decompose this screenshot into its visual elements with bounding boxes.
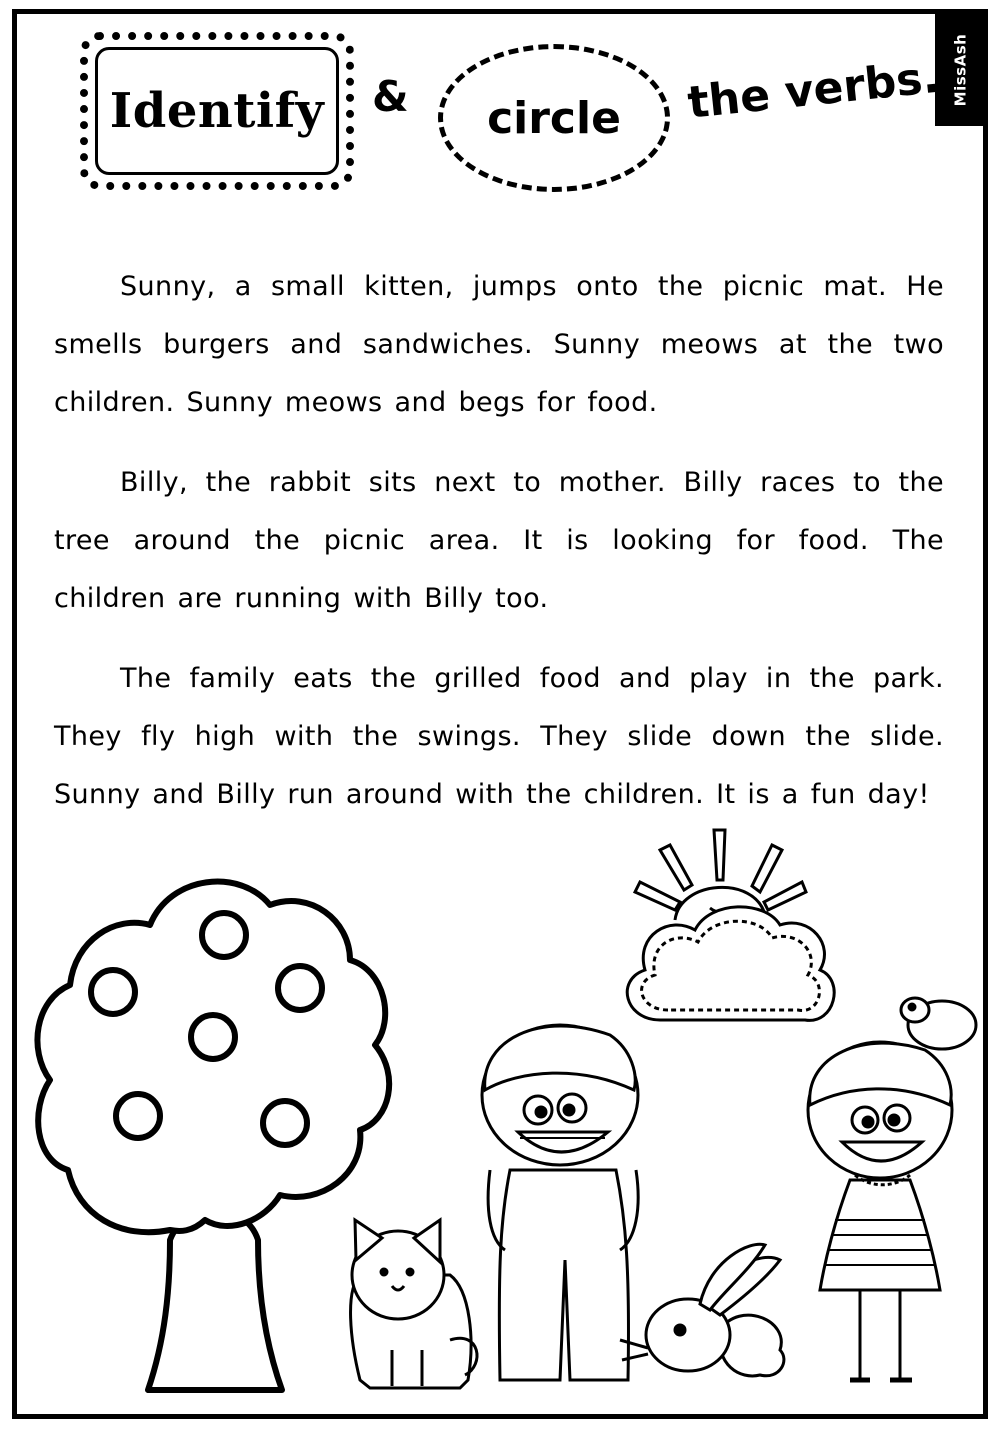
story-text [54, 258, 944, 846]
title-circle: circle [487, 92, 621, 144]
girl-icon [808, 1042, 952, 1380]
bird-icon [901, 998, 976, 1049]
title-the-verbs: the verbs. [685, 51, 942, 129]
circle-oval [438, 44, 670, 192]
kitten-icon [351, 1220, 477, 1388]
story-paragraph-1: Sunny, a small kitten, jumps onto the picnic mat. He smells burgers and sandwiches. Sunny meows at the two children. Sunny meows and begs for food. [54, 271, 944, 418]
story-paragraph-3: The family eats the grilled food and play in the park. They fly high with the swings. They slide down the slide. Sunny and Billy run around with the children. It is a fun day! [54, 663, 944, 810]
title-ampersand: & [372, 72, 409, 121]
brand-tab [935, 14, 985, 126]
title-identify: Identify [109, 83, 325, 139]
brand-label: MissAsh [951, 33, 970, 107]
identify-frame [80, 32, 354, 190]
boy-icon [482, 1025, 638, 1380]
picnic-illustration [20, 820, 980, 1410]
sun-icon [635, 830, 806, 920]
rabbit-icon [620, 1244, 784, 1376]
identify-frame-inner [95, 47, 339, 175]
cloud-icon [627, 907, 834, 1021]
story-paragraph-2: Billy, the rabbit sits next to mother. Billy races to the tree around the picnic area. It is looking for food. The children are running with Billy too. [54, 467, 944, 614]
tree-icon [37, 882, 389, 1390]
